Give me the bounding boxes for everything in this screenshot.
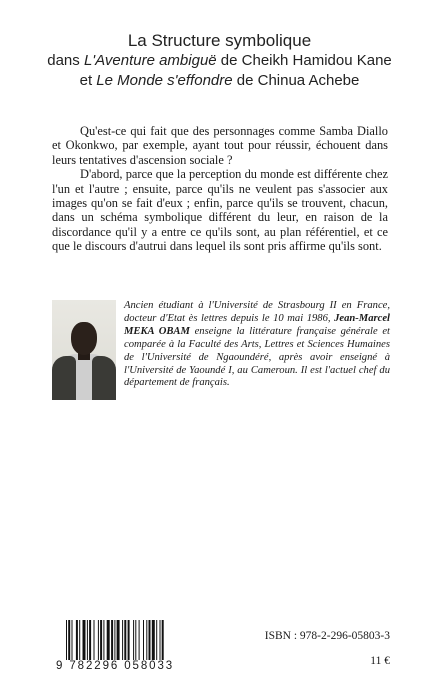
title-main: La Structure symbolique: [127, 31, 312, 50]
title-line3-prefix: et: [79, 72, 97, 89]
title-line-3: [0, 71, 439, 91]
author-photo: [52, 300, 116, 400]
barcode: [56, 620, 218, 670]
barcode-bars: [66, 620, 216, 660]
title-line2-prefix: dans: [47, 52, 84, 69]
book-title-monde: Le Monde s'effondre: [96, 72, 233, 89]
title-line2-suffix: de Cheikh Hamidou Kane: [216, 52, 392, 69]
bio-intro: Ancien étudiant à l'Université de Strasbourg II en France, docteur d'Etat ès lettres depuis le 10 mai 1986,: [124, 300, 390, 324]
book-title-aventure: L'Aventure ambiguë: [83, 52, 217, 69]
bio-rest: enseigne la littérature française générale et comparée à la Faculté des Arts, Lettres et Sciences Humaines de l'Université de Ngaoundéré, après avoir enseigné à l'Université de Yaoundé I, au Cameroun. Il est l'actuel chef du département de français.: [124, 325, 390, 389]
author-bio: [124, 300, 390, 390]
summary-paragraph: Qu'est-ce qui fait que des personnages comme Samba Diallo et Okonkwo, par exemple, ayant tout pour réussir, échouent dans leurs tentatives d'ascension sociale ?: [52, 124, 388, 167]
back-cover-summary: [52, 124, 388, 254]
barcode-digits: 9 782296 058033: [56, 660, 175, 672]
isbn: ISBN : 978-2-296-05803-3: [264, 630, 390, 642]
price: 11 €: [370, 655, 390, 667]
title-line3-suffix: de Chinua Achebe: [232, 72, 360, 89]
title-line-2: [0, 51, 439, 71]
summary-paragraph: D'abord, parce que la perception du monde est différente chez l'un et l'autre ; ensuite, parce qu'ils ne veulent pas s'associer aux images qu'on se fait d'eux ; enfin, parce qu'ils se trouvent, chacun, dans un schéma symbolique différent du leur, en raison de la discordance qu'il y a entre ce qu'ils sont, au plan référentiel, et ce que le discours d'autrui dans lequel ils sont pris affirme qu'ils sont.: [52, 167, 388, 254]
author-name: Jean-Marcel MEKA OBAM: [124, 312, 390, 337]
cover-title: [0, 30, 439, 91]
